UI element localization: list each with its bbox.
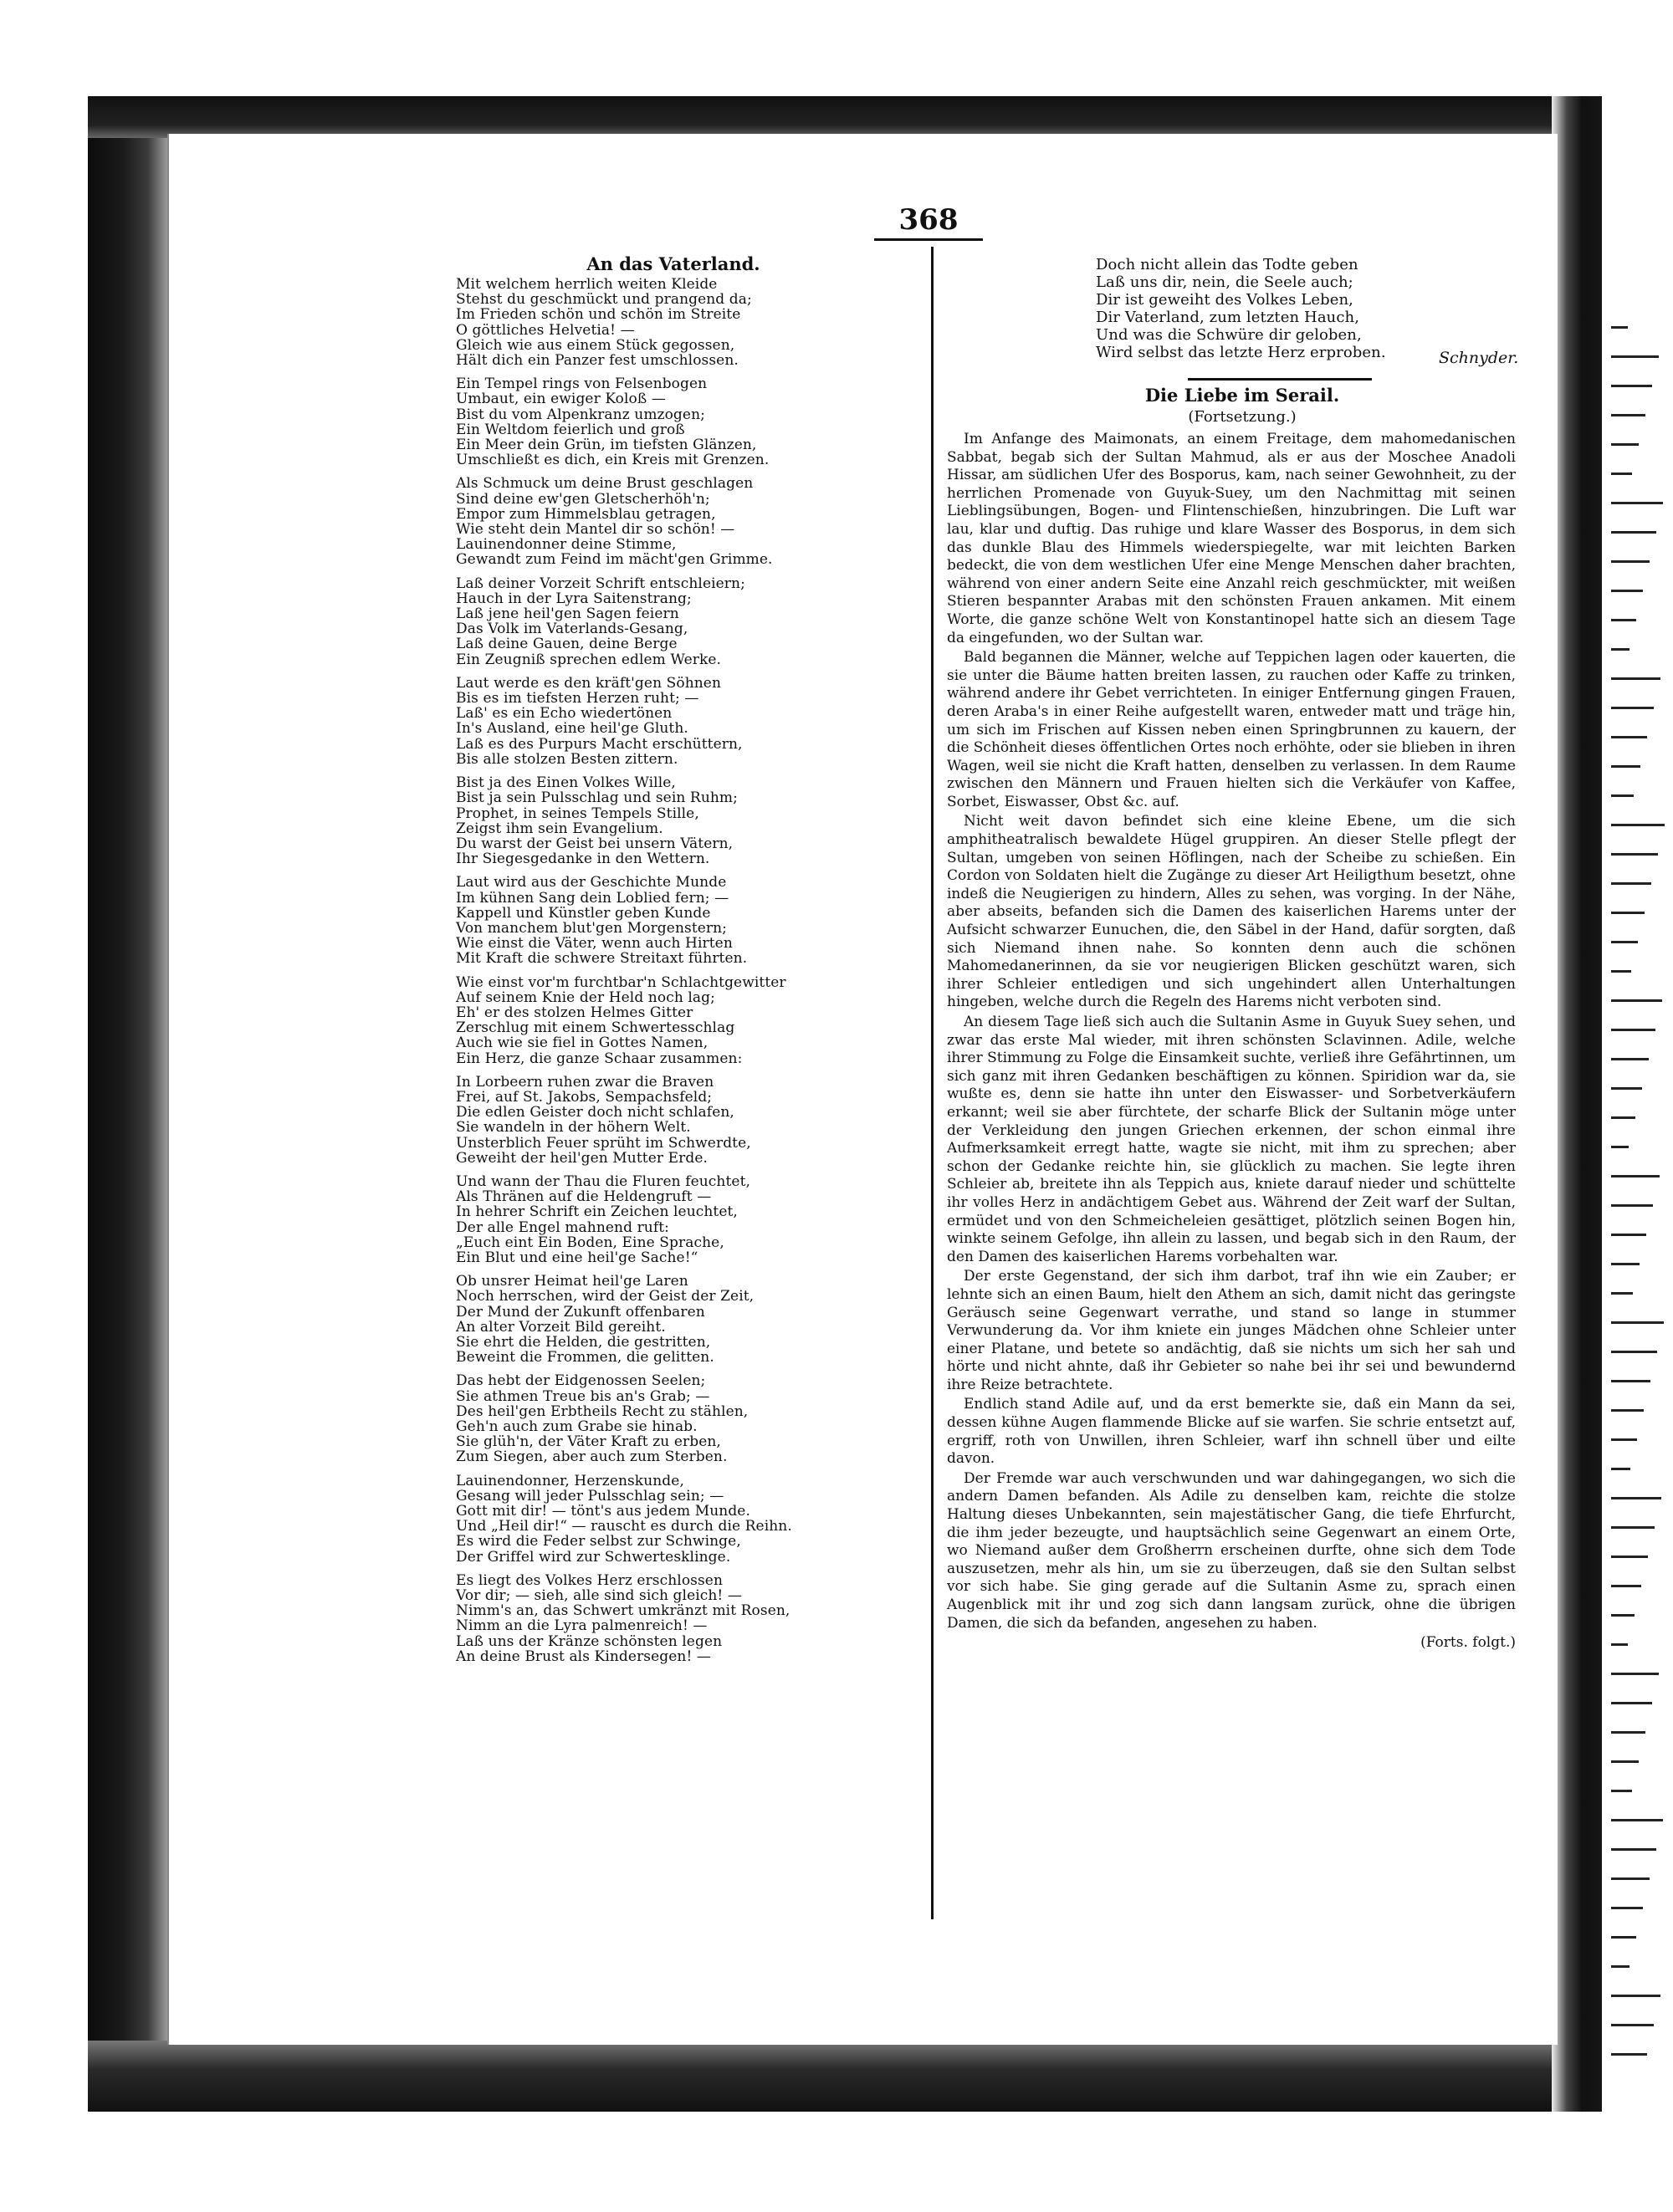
scan-right-edge	[1552, 96, 1602, 2112]
verse-line: Nimm an die Lyra palmenreich! —	[456, 1617, 708, 1635]
stanza	[456, 376, 891, 467]
verse-line: Ein Herz, die ganze Schaar zusammen:	[456, 1050, 743, 1067]
edge-text-fragment	[1611, 1965, 1630, 1968]
edge-text-fragment	[1611, 1995, 1660, 1997]
verse-line: Doch nicht allein das Todte geben	[1096, 256, 1358, 273]
verse-line: Es wird die Feder selbst zur Schwinge,	[456, 1533, 741, 1550]
verse-line: Ob unsrer Heimat heil'ge Laren	[456, 1273, 688, 1290]
poem-continuation	[1096, 256, 1531, 361]
verse-line: Sie athmen Treue bis an's Grab; —	[456, 1387, 710, 1405]
verse-line: Laut wird aus der Geschichte Munde	[456, 874, 727, 891]
next-page-edge	[1604, 134, 1673, 2057]
verse-line: Es liegt des Volkes Herz erschlossen	[456, 1571, 724, 1589]
stanza	[456, 975, 891, 1066]
edge-text-fragment	[1611, 882, 1651, 885]
story-paragraph: Endlich stand Adile auf, und da erst bemerkte sie, daß ein Mann da sei, dessen kühne Augen flammende Blicke auf sie warfen. Sie schrie entsetzt auf, ergriff, roth von Unwillen, ihren Schleier, warf ihn schnell über und eilte davon.	[947, 1396, 1516, 1468]
edge-text-fragment	[1611, 1907, 1643, 1909]
poem-stanzas	[456, 277, 891, 1664]
verse-line: Laß' es ein Echo wiedertönen	[456, 705, 673, 723]
verse-line: „Euch eint Ein Boden, Eine Sprache,	[456, 1234, 724, 1251]
verse-line: Ein Tempel rings von Felsenbogen	[456, 375, 708, 393]
edge-text-fragment	[1611, 1029, 1655, 1031]
story-paragraph: Bald begannen die Männer, welche auf Teppichen lagen oder kauerten, die sie unter die Bäume hatten breiten lassen, zu rauchen oder Kaffe zu trinken, während andere ihr Gebet verrichteten. In einiger Entfernung gingen Frauen, deren Araba's in einer Reihe aufgestellt waren, entweder matt und träge hin, um sich im Frischen auf Kissen neben einen Springbrunnen zu kauern, der die Schönheit dieses öffentlichen Ortes noch erhöhte, oder sie blieben in ihren Wagen, weil sie nicht die Kraft hatten, denselben zu verlassen. In dem Raume zwischen den Männern und Frauen hielten sich die Verkäufer von Kaffee, Sorbet, Eiswasser, Obst &c. auf.	[947, 649, 1516, 810]
scan-margin-top	[0, 0, 1673, 96]
edge-text-fragment	[1611, 941, 1638, 943]
verse-line: Laß jene heil'gen Sagen feiern	[456, 605, 679, 623]
verse-line: Ein Blut und eine heil'ge Sache!“	[456, 1249, 698, 1266]
edge-text-fragment	[1611, 1819, 1663, 1821]
verse-line: Zum Siegen, aber auch zum Sterben.	[456, 1448, 728, 1466]
verse-line: Wird selbst das letzte Herz erproben.	[1096, 344, 1386, 361]
poem-signature: Schnyder.	[1439, 349, 1519, 367]
edge-text-fragment	[1611, 1643, 1628, 1646]
edge-text-fragment	[1611, 648, 1630, 651]
edge-text-fragment	[1611, 765, 1640, 768]
verse-line: Empor zum Himmelsblau getragen,	[456, 505, 716, 523]
verse-line: Umbaut, ein ewiger Koloß —	[456, 391, 666, 408]
verse-line: Als Schmuck um deine Brust geschlagen	[456, 475, 754, 493]
edge-text-fragment	[1611, 443, 1639, 446]
edge-text-fragment	[1611, 1760, 1639, 1763]
edge-text-fragment	[1611, 1146, 1629, 1148]
edge-text-fragment	[1611, 794, 1634, 797]
verse-line: Ein Meer dein Grün, im tiefsten Glänzen,	[456, 437, 757, 454]
verse-line: Stehst du geschmückt und prangend da;	[456, 291, 752, 309]
verse-line: Ein Zeugniß sprechen edlem Werke.	[456, 651, 722, 668]
verse-line: Dir Vaterland, zum letzten Hauch,	[1096, 309, 1360, 326]
verse-line: Auch wie sie fiel in Gottes Namen,	[456, 1034, 709, 1052]
stanza	[456, 476, 891, 567]
page-number: 368	[898, 203, 959, 237]
edge-text-fragment	[1611, 590, 1643, 592]
verse-line: Das hebt der Eidgenossen Seelen;	[456, 1372, 706, 1390]
edge-text-fragment	[1611, 999, 1662, 1002]
edge-text-fragment	[1611, 1848, 1656, 1851]
edge-text-fragment	[1611, 414, 1645, 416]
verse-line: Laß es des Purpurs Macht erschüttern,	[456, 735, 743, 753]
edge-text-fragment	[1611, 1175, 1660, 1178]
verse-line: Bist du vom Alpenkranz umzogen;	[456, 406, 705, 423]
edge-text-fragment	[1611, 1380, 1650, 1382]
verse-line: Sie wandeln in der höhern Welt.	[456, 1119, 691, 1137]
edge-text-fragment	[1611, 1526, 1655, 1529]
edge-text-fragment	[1611, 1409, 1644, 1412]
verse-line: Wie steht dein Mantel dir so schön! —	[456, 521, 735, 539]
story-paragraph: Nicht weit davon befindet sich eine kleine Ebene, um die sich amphitheatralisch bewaldete Hügel gruppiren. An dieser Stelle pflegt der Sultan, umgeben von seinen Höflingen, nach der Scheibe zu schießen. Ein Cordon von Soldaten hielt die Zugänge zu dieser Art Heiligthum besetzt, ohne indeß die Neugierigen zu hindern, Alles zu sehen, was vorging. In der Nähe, aber abseits, befanden sich die Damen des kaiserlichen Harems unter der Aufsicht schwarzer Eunuchen, die, den Säbel in der Hand, dafür sorgten, daß sich Niemand ihnen nahe. So konnten denn auch die schönen Mahomedanerinnen, da sie vor neugierigen Blicken geschützt waren, sich ihrer Schleier entledigen und sich ungehindert allen Unterhaltungen hingeben, welche durch die Regeln des Harems nicht verboten sind.	[947, 813, 1516, 1011]
stanza	[456, 576, 891, 667]
verse-line: Zerschlug mit einem Schwertesschlag	[456, 1019, 735, 1037]
scan-bottom-edge	[88, 2041, 1602, 2112]
edge-text-fragment	[1611, 355, 1659, 358]
story-paragraph: An diesem Tage ließ sich auch die Sultanin Asme in Guyuk Suey sehen, und zwar das erste Mal wieder, mit ihren schönsten Sclavinnen. Adile, welche ihrer Stimmung zu Folge die Einsamkeit suchte, verließ ihre Gefährtinnen, um sich ganz mit ihren Gedanken beschäftigen zu können. Spiridion war da, sie wußte es, denn sie hatte ihn unter den Eiswasser- und Sorbetverkäufern erkannt; weil sie aber fürchtete, der scharfe Blick der Sultanin möge unter der Verkleidung den jungen Griechen erkennen, der schon einmal ihre Aufmerksamkeit erregt hatte, wagte sie nicht, mit ihm zu sprechen; aber schon der Gedanke reichte hin, sie glücklich zu machen. Sie legte ihren Schleier ab, breitete ihn als Teppich aus, kniete darauf nieder und schüttelte ihr volles Herz in andächtigem Gebet aus. Während der Zeit warf der Sultan, ermüdet und von den Schmeicheleien gesättiget, plötzlich seinen Bogen hin, winkte seinem Gefolge, ihn allein zu lassen, und begab sich in den Raum, der den Damen des kaiserlichen Harems vorbehalten war.	[947, 1014, 1516, 1265]
edge-text-fragment	[1611, 1351, 1657, 1353]
verse-line: Wie einst vor'm furchtbar'n Schlachtgewitter	[456, 973, 786, 991]
verse-line: In hehrer Schrift ein Zeichen leuchtet,	[456, 1203, 738, 1221]
edge-text-fragment	[1611, 1204, 1653, 1207]
verse-line: Hauch in der Lyra Saitenstrang;	[456, 590, 692, 607]
verse-line: Bis alle stolzen Besten zittern.	[456, 750, 678, 768]
verse-line: Bist ja sein Pulsschlag und sein Ruhm;	[456, 789, 738, 807]
edge-text-fragment	[1611, 502, 1663, 504]
verse-line: Mit Kraft die schwere Streitaxt führten.	[456, 950, 748, 968]
scan-left-edge	[88, 96, 167, 2103]
edge-text-fragment	[1611, 1087, 1642, 1090]
verse-line: Auf seinem Knie der Held noch lag;	[456, 989, 715, 1006]
story-title: Die Liebe im Serail.	[1144, 385, 1340, 406]
verse-line: Laß uns dir, nein, die Seele auch;	[1096, 273, 1353, 291]
verse-line: Ihr Siegesgedanke in den Wettern.	[456, 851, 710, 868]
verse-line: Hält dich ein Panzer fest umschlossen.	[456, 352, 739, 370]
verse-line: Vor dir; — sieh, alle sind sich gleich! —	[456, 1587, 742, 1605]
verse-line: Der alle Engel mahnend ruft:	[456, 1218, 670, 1236]
poem-title: An das Vaterland.	[586, 253, 760, 274]
verse-line: Von manchem blut'gen Morgenstern;	[456, 919, 728, 937]
verse-line: Unsterblich Feuer sprüht im Schwerdte,	[456, 1134, 751, 1152]
story-body	[947, 431, 1516, 1653]
verse-line: Kappell und Künstler geben Kunde	[456, 904, 711, 922]
stanza	[456, 676, 891, 767]
edge-text-fragment	[1611, 1585, 1641, 1587]
edge-text-fragment	[1611, 1790, 1632, 1792]
edge-text-fragment	[1611, 1292, 1633, 1295]
verse-line: Laut werde es den kräft'gen Söhnen	[456, 674, 722, 692]
verse-line: Gleich wie aus einem Stück gegossen,	[456, 336, 735, 354]
verse-line: Der Griffel wird zur Schwertesklinge.	[456, 1548, 731, 1566]
verse-line: An alter Vorzeit Bild gereiht.	[456, 1318, 666, 1336]
verse-line: Lauinendonner deine Stimme,	[456, 536, 677, 554]
verse-line: Zeigst ihm sein Evangelium.	[456, 820, 663, 837]
verse-line: Gott mit dir! — tönt's aus jedem Munde.	[456, 1503, 750, 1520]
stanza	[456, 1573, 891, 1664]
stanza	[456, 1174, 891, 1265]
verse-line: Geweiht der heil'gen Mutter Erde.	[456, 1149, 708, 1167]
verse-line: Des heil'gen Erbtheils Recht zu stählen,	[456, 1402, 749, 1420]
edge-text-fragment	[1611, 531, 1656, 534]
verse-line: Im Frieden schön und schön im Streite	[456, 306, 741, 324]
verse-line: Eh' er des stolzen Helmes Gitter	[456, 1004, 693, 1021]
verse-line: Sind deine ew'gen Gletscherhöh'n;	[456, 490, 710, 508]
verse-line: Gewandt zum Feind im mächt'gen Grimme.	[456, 551, 773, 569]
edge-text-fragment	[1611, 853, 1658, 856]
verse-line: Das Volk im Vaterlands-Gesang,	[456, 621, 688, 638]
stanza	[456, 1274, 891, 1365]
stanza	[456, 1373, 891, 1464]
story-subtitle: (Fortsetzung.)	[1188, 408, 1297, 426]
verse-line: In's Ausland, eine heil'ge Gluth.	[456, 720, 688, 738]
stanza	[456, 1075, 891, 1166]
verse-line: In Lorbeern ruhen zwar die Braven	[456, 1073, 714, 1091]
verse-line: Noch herrschen, wird der Geist der Zeit,	[456, 1288, 755, 1305]
edge-text-fragment	[1611, 1468, 1630, 1470]
verse-line: Laß deine Gauen, deine Berge	[456, 636, 678, 653]
edge-text-fragment	[1611, 677, 1660, 680]
verse-line: Beweint die Frommen, die gelitten.	[456, 1349, 714, 1367]
edge-text-fragment	[1611, 385, 1652, 387]
verse-line: Wie einst die Väter, wenn auch Hirten	[456, 935, 733, 953]
verse-line: Bist ja des Einen Volkes Wille,	[456, 774, 676, 792]
verse-line: An deine Brust als Kindersegen! —	[456, 1648, 712, 1665]
poem-vaterland	[456, 253, 891, 1673]
stanza	[456, 1474, 891, 1565]
edge-text-fragment	[1611, 1263, 1640, 1265]
edge-text-fragment	[1611, 1877, 1650, 1880]
edge-text-fragment	[1611, 473, 1632, 475]
verse-line: Dir ist geweiht des Volkes Leben,	[1096, 291, 1353, 309]
edge-text-fragment	[1611, 1614, 1635, 1617]
verse-line: Laß uns der Kränze schönsten legen	[456, 1632, 723, 1650]
stanza	[456, 277, 891, 368]
verse-line: Sie ehrt die Helden, die gestritten,	[456, 1334, 711, 1351]
edge-text-fragment	[1611, 1702, 1652, 1704]
edge-text-fragment	[1611, 2024, 1654, 2026]
edge-text-fragment	[1611, 1497, 1661, 1499]
column-divider	[931, 247, 934, 1919]
verse-line: Sie glüh'n, der Väter Kraft zu erben,	[456, 1433, 721, 1451]
edge-text-fragment	[1611, 1234, 1646, 1236]
edge-text-fragment	[1611, 970, 1631, 973]
edge-text-fragment	[1611, 1673, 1659, 1675]
story-paragraph: Der erste Gegenstand, der sich ihm darbot, traf ihn wie ein Zauber; er lehnte sich an einen Baum, hielt den Athem an sich, damit nicht das geringste Geräusch seine Gegenwart verrathe, und stand so lange in stummer Verwunderung da. Vor ihm kniete ein junges Mädchen ohne Schleier unter einer Platane, und betete so andächtig, daß sie nichts um sich her sah und hörte und nicht ahnte, daß ihr Gebieter so nahe bei ihr sei und bewundernd ihre Reize betrachtete.	[947, 1268, 1516, 1393]
verse-line: Mit welchem herrlich weiten Kleide	[456, 276, 718, 293]
verse-line: Laß deiner Vorzeit Schrift entschleiern;	[456, 575, 745, 592]
verse-line: Umschließt es dich, ein Kreis mit Grenzen.	[456, 452, 770, 469]
verse-line: Ein Weltdom feierlich und groß	[456, 421, 685, 438]
story-paragraph: Im Anfange des Maimonats, an einem Freitage, dem mahomedanischen Sabbat, begab sich der Sultan Mahmud, als er aus der Moschee Anadoli Hissar, am südlichen Ufer des Bosporus, kam, nach seiner Gewohnheit, zu der herrlichen Promenade von Guyuk-Suey, um den Nachmittag mit seinen Lieblingsübungen, Bogen- und Flintenschießen, hinzubringen. Die Luft war lau, klar und duftig. Das ruhige und klare Wasser des Bosporus, in dem sich das dunkle Blau des Himmels wiederspiegelte, war mit leichten Barken bedeckt, die von dem westlichen Ufer eine Menge Menschen daher brachten, während von einer andern Seite eine Anzahl reich geschmückter, mit weißen Stieren bespannter Arabas mit den schönsten Frauen ankamen. Mit einem Worte, die ganze schöne Welt von Konstantinopel hatte sich an diesem Tage da eingefunden, wo der Sultan war.	[947, 431, 1516, 646]
edge-text-fragment	[1611, 1438, 1637, 1441]
stanza	[456, 875, 891, 966]
stanza	[456, 775, 891, 866]
verse-line: Frei, auf St. Jakobs, Sempachsfeld;	[456, 1088, 713, 1106]
edge-text-fragment	[1611, 1058, 1649, 1060]
edge-text-fragment	[1611, 1731, 1645, 1734]
verse-line: Geh'n auch zum Grabe sie hinab.	[456, 1418, 698, 1436]
verse-line: Prophet, in seines Tempels Stille,	[456, 805, 699, 822]
section-rule	[1188, 378, 1372, 381]
story-paragraph: Der Fremde war auch verschwunden und war dahingegangen, wo sich die andern Damen befanden. Als Adile zu denselben kam, reichte die stolze Haltung dieses Unbekannten, sein majestätischer Gang, die tiefe Ehrfurcht, die ihm jeder bezeugte, und hauptsächlich seine Gegenwart an einem Orte, wo Niemand außer dem Großherrn erscheinen durfte, ohne sich dem Tode auszusetzen, mehr als hin, um sie zu überzeugen, daß sie den Sultan selbst vor sich habe. Sie ging gerade auf die Sultanin Asme zu, sprach einen Augenblick mit ihr und zog sich dann langsam zurück, ohne die übrigen Damen, die sich da befanden, angesehen zu haben.	[947, 1469, 1516, 1632]
verse-line: Und „Heil dir!“ — rauscht es durch die Reihn.	[456, 1518, 792, 1535]
verse-line: Nimm's an, das Schwert umkränzt mit Rosen,	[456, 1602, 790, 1620]
edge-text-fragment	[1611, 912, 1645, 914]
verse-line: Der Mund der Zukunft offenbaren	[456, 1303, 705, 1321]
edge-text-fragment	[1611, 824, 1665, 826]
edge-text-fragment	[1611, 1936, 1636, 1939]
edge-text-fragment	[1611, 560, 1650, 563]
verse-line: Als Thränen auf die Heldengruft —	[456, 1188, 712, 1206]
verse-line: Lauinendonner, Herzenskunde,	[456, 1472, 684, 1489]
edge-text-fragment	[1611, 736, 1647, 738]
continued-note: (Forts. folgt.)	[1420, 1634, 1516, 1652]
edge-text-fragment	[1611, 1116, 1635, 1119]
verse-line: Gesang will jeder Pulsschlag sein; —	[456, 1487, 724, 1504]
edge-text-fragment	[1611, 619, 1636, 621]
verse-line: Bis es im tiefsten Herzen ruht; —	[456, 690, 699, 708]
edge-text-fragment	[1611, 2053, 1647, 2056]
verse-line: Du warst der Geist bei unsern Vätern,	[456, 835, 734, 852]
edge-text-fragment	[1611, 326, 1628, 329]
verse-line: Im kühnen Sang dein Loblied fern; —	[456, 889, 729, 907]
verse-line: Und wann der Thau die Fluren feuchtet,	[456, 1172, 751, 1190]
edge-text-fragment	[1611, 707, 1654, 709]
edge-text-fragment	[1611, 1556, 1648, 1558]
scan-top-edge	[88, 96, 1602, 138]
verse-line: Die edlen Geister doch nicht schlafen,	[456, 1104, 734, 1121]
verse-line: Und was die Schwüre dir geloben,	[1096, 326, 1362, 344]
page-number-rule	[874, 238, 983, 241]
edge-text-fragment	[1611, 1321, 1664, 1324]
verse-line: O göttliches Helvetia! —	[456, 321, 635, 339]
